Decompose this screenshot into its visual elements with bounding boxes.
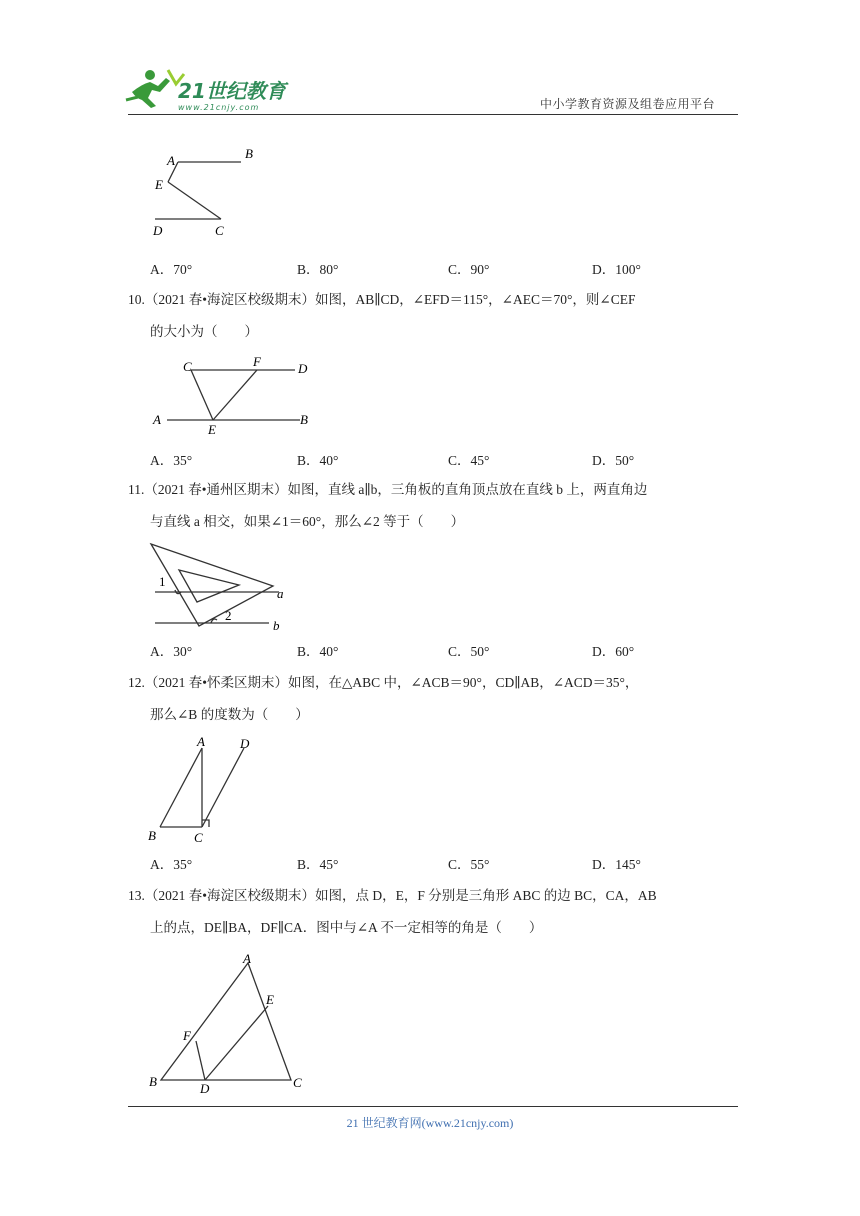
label-C: C bbox=[183, 359, 192, 374]
label-A: A bbox=[167, 153, 175, 168]
q11-option-d[interactable]: D．60° bbox=[592, 644, 635, 659]
label-B: B bbox=[300, 412, 308, 427]
figure-q10 bbox=[145, 352, 325, 437]
angle-1-label: 1 bbox=[159, 574, 166, 589]
label-A: A bbox=[197, 734, 205, 749]
q9-option-d[interactable]: D．100° bbox=[592, 262, 641, 277]
label-D: D bbox=[200, 1081, 210, 1095]
label-D: D bbox=[240, 736, 250, 751]
q11-text-line1: 11.（2021 春•通州区期末）如图，直线 a∥b，三角板的直角顶点放在直线 b 上，两直角边 bbox=[128, 482, 648, 497]
q11-option-c[interactable]: C．50° bbox=[448, 644, 490, 659]
footer-text[interactable]: 21 世纪教育网(www.21cnjy.com) bbox=[346, 1116, 514, 1130]
label-B: B bbox=[245, 146, 253, 161]
q9-option-c[interactable]: C．90° bbox=[448, 262, 490, 277]
logo-main-text: 21世纪教育 bbox=[178, 79, 286, 103]
q12-option-b[interactable]: B．45° bbox=[297, 857, 339, 872]
label-C: C bbox=[194, 830, 203, 845]
figure-q9 bbox=[145, 145, 265, 245]
label-D: D bbox=[153, 223, 163, 238]
label-A: A bbox=[243, 951, 251, 966]
line-b-label: b bbox=[273, 618, 280, 632]
q12-text-line1: 12.（2021 春•怀柔区期末）如图，在△ABC 中，∠ACB＝90°，CD∥AB，∠ACD＝35°， bbox=[128, 675, 639, 690]
label-C: C bbox=[215, 223, 224, 238]
label-B: B bbox=[149, 1074, 157, 1089]
header-divider bbox=[128, 114, 738, 115]
label-C: C bbox=[293, 1075, 302, 1090]
label-F: F bbox=[183, 1028, 191, 1043]
q12-option-c[interactable]: C．55° bbox=[448, 857, 490, 872]
q10-text-line2: 的大小为（ ） bbox=[150, 324, 258, 339]
line-a-label: a bbox=[277, 586, 284, 601]
q10-option-b[interactable]: B．40° bbox=[297, 453, 339, 468]
q12-text-line2: 那么∠B 的度数为（ ） bbox=[150, 707, 309, 722]
logo-runner-icon bbox=[120, 62, 300, 114]
figure-q11 bbox=[145, 540, 295, 632]
label-F: F bbox=[253, 354, 261, 369]
q11-option-b[interactable]: B．40° bbox=[297, 644, 339, 659]
platform-title: 中小学教育资源及组卷应用平台 bbox=[540, 97, 716, 111]
q10-option-a[interactable]: A．35° bbox=[150, 453, 193, 468]
label-E: E bbox=[266, 992, 274, 1007]
footer-divider bbox=[128, 1106, 738, 1107]
q12-option-a[interactable]: A．35° bbox=[150, 857, 193, 872]
label-E: E bbox=[155, 177, 163, 192]
q10-text-line1: 10.（2021 春•海淀区校级期末）如图，AB∥CD，∠EFD＝115°，∠AEC＝70°，则∠CEF bbox=[128, 292, 636, 307]
q12-option-d[interactable]: D．145° bbox=[592, 857, 641, 872]
q9-option-b[interactable]: B．80° bbox=[297, 262, 339, 277]
label-D: D bbox=[298, 361, 308, 376]
logo-sub-text: www.21cnjy.com bbox=[178, 103, 260, 112]
angle-2-label: 2 bbox=[225, 608, 232, 623]
q13-text-line2: 上的点，DE∥BA，DF∥CA．图中与∠A 不一定相等的角是（ ） bbox=[150, 920, 543, 935]
q10-option-d[interactable]: D．50° bbox=[592, 453, 635, 468]
q13-text-line1: 13.（2021 春•海淀区校级期末）如图，点 D，E，F 分别是三角形 ABC 的边 BC，CA，AB bbox=[128, 888, 657, 903]
label-A: A bbox=[153, 412, 161, 427]
figure-q12 bbox=[140, 730, 270, 845]
q11-text-line2: 与直线 a 相交，如果∠1＝60°，那么∠2 等于（ ） bbox=[150, 514, 465, 529]
q9-option-a[interactable]: A．70° bbox=[150, 262, 193, 277]
q11-option-a[interactable]: A．30° bbox=[150, 644, 193, 659]
label-B: B bbox=[148, 828, 156, 843]
q10-option-c[interactable]: C．45° bbox=[448, 453, 490, 468]
logo bbox=[120, 62, 300, 114]
label-E: E bbox=[208, 422, 216, 437]
figure-q13 bbox=[145, 950, 315, 1095]
